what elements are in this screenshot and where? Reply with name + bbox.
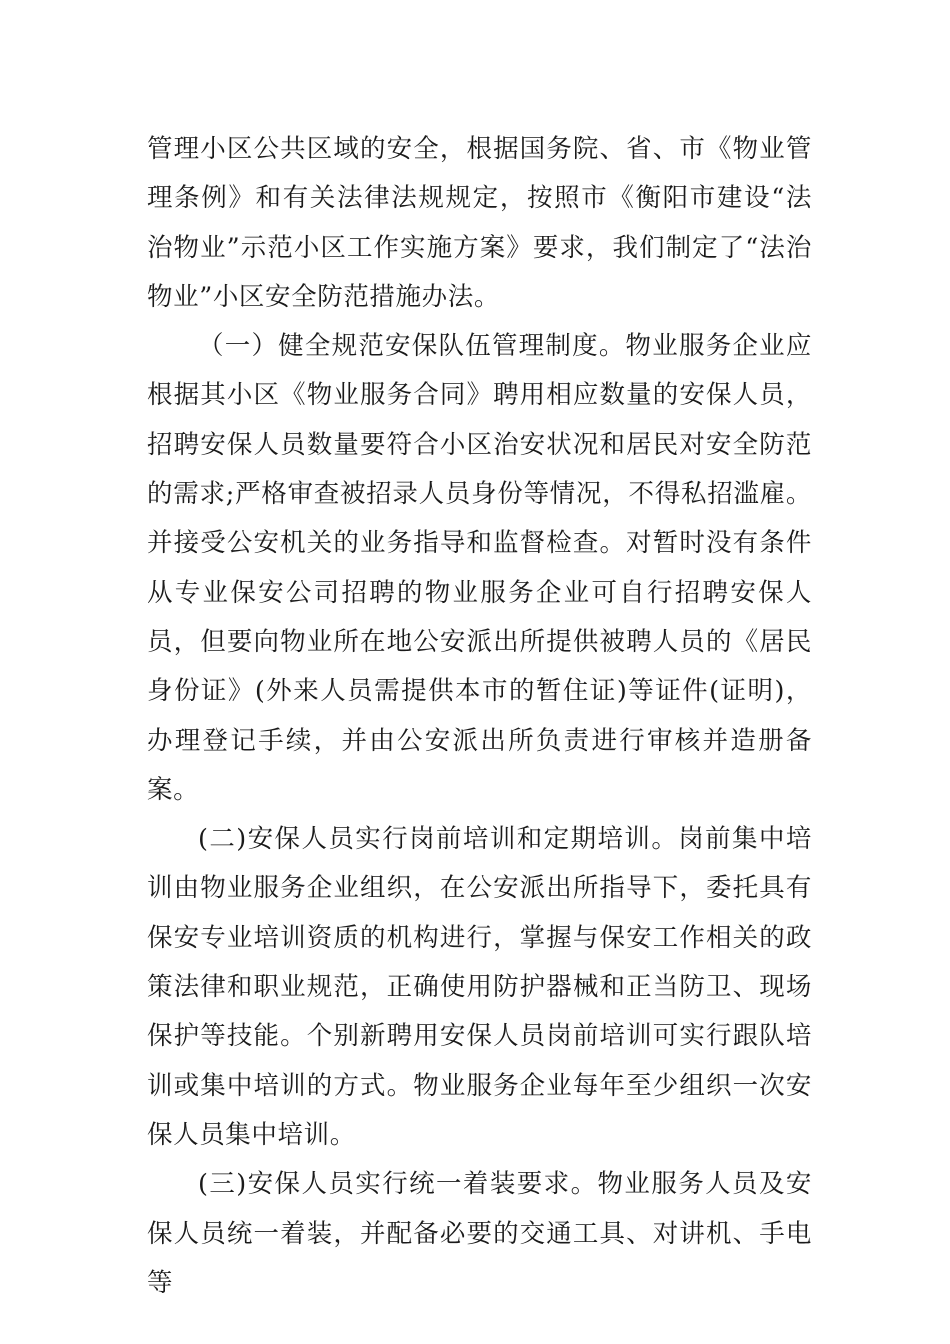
paragraph-intro: 管理小区公共区域的安全，根据国务院、省、市《物业管理条例》和有关法律法规规定，按照市《衡阳市建设“法治物业”示范小区工作实施方案》要求，我们制定了“法治物业”小区安全防范措施办法。 xyxy=(147,134,812,312)
paragraph-section-3: (三)安保人员实行统一着装要求。物业服务人员及安保人员统一着装，并配备必要的交通工具、对讲机、手电等 xyxy=(147,1169,812,1298)
paragraph-section-1: （一）健全规范安保队伍管理制度。物业服务企业应根据其小区《物业服务合同》聘用相应数量的安保人员，招聘安保人员数量要符合小区治安状况和居民对安全防范的需求;严格审查被招录人员身份等情况，不得私招滥雇。并接受公安机关的业务指导和监督检查。对暂时没有条件从专业保安公司招聘的物业服务企业可自行招聘安保人员，但要向物业所在地公安派出所提供被聘人员的《居民身份证》(外来人员需提供本市的暂住证)等证件(证明)，办理登记手续，并由公安派出所负责进行审核并造册备案。 xyxy=(147,331,812,805)
document-body xyxy=(147,125,812,1308)
paragraph-section-2: (二)安保人员实行岗前培训和定期培训。岗前集中培训由物业服务企业组织，在公安派出所指导下，委托具有保安专业培训资质的机构进行，掌握与保安工作相关的政策法律和职业规范，正确使用防护器械和正当防卫、现场保护等技能。个别新聘用安保人员岗前培训可实行跟队培训或集中培训的方式。物业服务企业每年至少组织一次安保人员集中培训。 xyxy=(147,824,812,1150)
